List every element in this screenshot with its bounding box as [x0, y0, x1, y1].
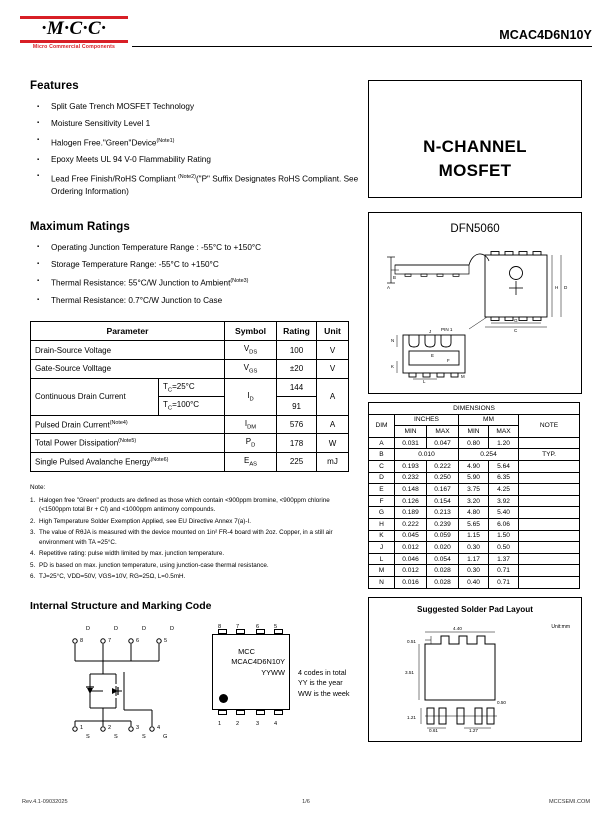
cell-mm-min: 0.30 [459, 542, 489, 554]
cell-mm-min: 4.90 [459, 460, 489, 472]
feature-text: Lead Free Finish/RoHS Compliant [51, 174, 178, 184]
cell-in-max: 0.020 [427, 542, 459, 554]
marking-line-1: MCC [238, 646, 255, 656]
col-header-mm: MM [459, 414, 519, 426]
schematic-pin-label-d7: D [114, 625, 119, 632]
cell-mm-min: 1.17 [459, 553, 489, 565]
cell-mm-max: 5.40 [489, 507, 519, 519]
internal-structure-section [30, 600, 360, 741]
marking-line-2: MCAC4D6N10Y [231, 657, 285, 667]
max-ratings-list [30, 242, 360, 308]
col-header-note: NOTE [519, 414, 580, 437]
cell-unit: V [317, 341, 349, 360]
page-title: MCAC4D6N10Y [499, 28, 592, 42]
caption-line-1: 4 codes in total [298, 667, 347, 677]
caption-line-2: YY is the year [298, 678, 343, 688]
cell-in-max: 0.239 [427, 518, 459, 530]
cell-dim: N [369, 576, 395, 588]
feature-text: Split Gate Trench MOSFET Technology [51, 102, 195, 111]
cell-mm-max: 6.06 [489, 518, 519, 530]
dim-row-a [369, 437, 580, 449]
note-item: PD is based on max. junction temperature, using junction-case thermal resistance. [39, 561, 269, 569]
max-ratings-heading: Maximum Ratings [30, 220, 130, 233]
cell-rating: 576 [277, 415, 317, 434]
table-row [31, 378, 349, 397]
pin1-dot-icon [219, 694, 228, 703]
col-header-mm-min: MIN [459, 426, 489, 438]
dim-row-j [369, 542, 580, 554]
svg-text:J: J [429, 329, 432, 334]
features-heading: Features [30, 80, 79, 92]
pad-dim-height: 3.51 [405, 669, 414, 675]
cell-dim: L [369, 553, 395, 565]
cell-rating: 225 [277, 453, 317, 472]
mosfet-schematic [58, 626, 188, 738]
solder-pad-title: Suggested Solder Pad Layout [416, 604, 533, 614]
internal-structure-diagram-wrap [30, 623, 360, 741]
package-drawing-panel [368, 212, 582, 394]
cell-parameter [31, 434, 225, 453]
cell-unit: mJ [317, 453, 349, 472]
feature-item [30, 171, 360, 199]
col-header-dim: DIM [369, 414, 395, 437]
feature-item [30, 135, 360, 150]
cell-in-min: 0.126 [395, 495, 427, 507]
cell-symbol [225, 378, 277, 415]
table-row [31, 415, 349, 434]
cell-in-min: 0.031 [395, 437, 427, 449]
schematic-pin-num-6: 6 [136, 637, 140, 644]
cond-val: =25°C [172, 381, 195, 391]
dim-row-h [369, 518, 580, 530]
max-rating-text: Thermal Resistance: 55°C/W Junction to Ambient [51, 279, 231, 289]
pad-dim-pad-height: 1.21 [407, 714, 416, 720]
feature-item [30, 154, 360, 167]
feature-text: Epoxy Meets UL 94 V-0 Flammability Rating [51, 155, 211, 165]
cell-mm-span: 0.254 [459, 449, 519, 461]
dimensions-table [368, 402, 580, 589]
schematic-pin-label-d8: D [86, 625, 91, 632]
cell-rating: 178 [277, 434, 317, 453]
ratings-table [30, 321, 349, 471]
dim-row-e [369, 484, 580, 496]
cell-in-max: 0.028 [427, 565, 459, 577]
footer-website: MCCSEMI.COM [548, 799, 590, 805]
cond-sub: C [167, 405, 173, 412]
cond-sub: C [167, 387, 173, 394]
notes-label: Note: [30, 483, 46, 491]
schematic-pin-label-s2: S [114, 733, 118, 740]
package-name: DFN5060 [450, 223, 500, 235]
cell-parameter [31, 453, 225, 472]
cell-mm-min: 4.80 [459, 507, 489, 519]
cell-parameter: Continuous Drain Current [31, 378, 159, 415]
cell-mm-min: 0.40 [459, 576, 489, 588]
cell-in-max: 0.059 [427, 530, 459, 542]
svg-text:H: H [555, 285, 559, 290]
cell-mm-max: 3.92 [489, 495, 519, 507]
note-item: The value of RθJA is measured with the device mounted on 1in² FR-4 board with 2oz. Copper, in a still air environment with TA =25°C. [39, 529, 333, 546]
svg-text:D: D [564, 285, 568, 290]
package-outline-drawing [369, 235, 580, 383]
schematic-pin-num-1: 1 [80, 724, 84, 731]
symbol-sub: D [251, 443, 256, 450]
cell-in-span: 0.010 [395, 449, 459, 461]
dim-row-c [369, 460, 580, 472]
svg-text:M: M [461, 374, 465, 379]
cell-mm-max: 5.64 [489, 460, 519, 472]
cell-symbol [225, 415, 277, 434]
cell-symbol [225, 453, 277, 472]
left-column [30, 80, 360, 741]
cell-mm-max: 6.35 [489, 472, 519, 484]
schematic-pin-label-s1: S [86, 733, 90, 740]
cell-parameter: Gate-Source Volltage [31, 360, 225, 379]
cell-note [519, 565, 580, 577]
footer-page-number: 1/6 [302, 799, 310, 805]
marking-code-caption [298, 668, 378, 700]
svg-text:F: F [447, 358, 450, 363]
pad-dim-pitch: 1.27 [469, 727, 478, 732]
svg-text:L: L [423, 379, 426, 383]
cell-symbol [225, 341, 277, 360]
cell-mm-max: 0.50 [489, 542, 519, 554]
dim-row-k [369, 530, 580, 542]
right-column [368, 80, 582, 742]
cell-unit: W [317, 434, 349, 453]
symbol-base: I [244, 418, 248, 428]
schematic-pin-num-5: 5 [164, 637, 168, 644]
cell-mm-min: 1.15 [459, 530, 489, 542]
features-list [30, 101, 360, 199]
cell-note [519, 472, 580, 484]
cell-unit: A [317, 415, 349, 434]
cond-base: T [163, 400, 168, 410]
cell-in-max: 0.213 [427, 507, 459, 519]
pad-dim-corner: 0.50 [497, 699, 506, 705]
dim-row-b [369, 449, 580, 461]
note-item: High Temperature Solder Exemption Applied, see EU Directive Annex 7(a)-I. [39, 517, 251, 525]
pin1-label-text: PIN 1 [441, 327, 453, 332]
max-rating-item [30, 275, 360, 290]
dim-row-n [369, 576, 580, 588]
svg-text:N: N [391, 338, 395, 343]
pkg-pin-num-3: 3 [256, 720, 260, 727]
dim-row-d [369, 472, 580, 484]
pkg-pin-num-8: 8 [218, 623, 222, 630]
max-rating-text: Storage Temperature Range: -55°C to +150°C [51, 259, 219, 269]
symbol-sub: GS [248, 368, 258, 375]
param-note: (Note5) [118, 438, 137, 445]
svg-text:K: K [391, 364, 394, 369]
dim-row-m [369, 565, 580, 577]
dim-row-g [369, 507, 580, 519]
logo-wordmark: ·M·C·C· [41, 18, 107, 39]
cell-dim: E [369, 484, 395, 496]
note-item: TJ=25°C, VDD=50V, VGS=10V, RG=25Ω, L=0.5mH. [39, 573, 186, 581]
table-header-row [31, 322, 349, 341]
cell-in-max: 0.167 [427, 484, 459, 496]
max-rating-item [30, 295, 360, 308]
cond-base: T [163, 381, 168, 391]
param-text: Pulsed Drain Current [35, 420, 110, 430]
cell-mm-max: 1.20 [489, 437, 519, 449]
cell-mm-max: 1.50 [489, 530, 519, 542]
pkg-lead-bottom-4 [274, 710, 283, 715]
feature-note: (Note2) [177, 173, 196, 180]
solder-pad-panel [368, 597, 582, 742]
dim-table-title-row [369, 403, 580, 415]
feature-text-after: ("P" Suffix Designates RoHS Compliant. See Ordering Information) [51, 174, 359, 197]
cell-mm-min: 5.90 [459, 472, 489, 484]
svg-text:E: E [431, 353, 434, 358]
note-item: Repetitive rating: pulse width limited by max. junction temperature. [39, 550, 225, 558]
feature-text: Halogen Free."Green"Device [51, 138, 157, 148]
feature-item [30, 101, 360, 114]
cell-note [519, 437, 580, 449]
marking-code-package [212, 634, 290, 710]
cell-note [519, 518, 580, 530]
cell-parameter [31, 415, 225, 434]
solder-pad-unit: Unit:mm [551, 623, 570, 630]
pkg-pin-num-2: 2 [236, 720, 240, 727]
schematic-pin-num-8: 8 [80, 637, 84, 644]
cond-val: =100°C [172, 400, 200, 410]
mcc-logo [20, 16, 128, 50]
dim-row-f [369, 495, 580, 507]
symbol-sub: DM [247, 424, 257, 431]
param-text: Total Power Dissipation [35, 439, 119, 449]
cell-dim: B [369, 449, 395, 461]
cell-mm-min: 3.75 [459, 484, 489, 496]
col-header-unit: Unit [317, 322, 349, 341]
cell-in-min: 0.012 [395, 565, 427, 577]
param-note: (Note4) [109, 419, 128, 426]
cell-condition [159, 397, 225, 416]
cell-dim: H [369, 518, 395, 530]
col-header-inches: INCHES [395, 414, 459, 426]
feature-text: Moisture Sensitivity Level 1 [51, 118, 151, 128]
schematic-pin-num-7: 7 [108, 637, 112, 644]
symbol-sub: DS [249, 350, 258, 357]
cell-rating: ±20 [277, 360, 317, 379]
max-rating-text: Thermal Resistance: 0.7°C/W Junction to Case [51, 295, 223, 305]
device-type-line-2: MOSFET [438, 161, 512, 180]
solder-pad-drawing [369, 614, 580, 732]
cell-note [519, 542, 580, 554]
param-note: (Note6) [150, 456, 169, 463]
page-footer [0, 799, 612, 811]
cell-dim: J [369, 542, 395, 554]
cell-symbol [225, 360, 277, 379]
header-divider [132, 46, 592, 47]
symbol-base: I [247, 390, 250, 400]
logo-bar-bottom [20, 40, 128, 43]
cell-symbol [225, 434, 277, 453]
table-row [31, 453, 349, 472]
dim-table-header-row [369, 414, 580, 426]
cell-note [519, 495, 580, 507]
feature-note: (Note1) [156, 137, 175, 144]
cell-mm-max: 0.71 [489, 565, 519, 577]
pkg-pin-num-5: 5 [274, 623, 278, 630]
param-text: Single Pulsed Avalanche Energy [35, 457, 151, 467]
cell-note [519, 553, 580, 565]
symbol-base: E [243, 456, 250, 466]
cell-in-min: 0.193 [395, 460, 427, 472]
marking-line-3: YYWW [261, 667, 285, 677]
cell-note [519, 530, 580, 542]
internal-structure-heading: Internal Structure and Marking Code [30, 599, 212, 612]
cell-rating: 100 [277, 341, 317, 360]
svg-text:A: A [387, 285, 390, 290]
cell-condition [159, 378, 225, 397]
cell-note: TYP. [519, 449, 580, 461]
cell-in-min: 0.045 [395, 530, 427, 542]
notes-list [30, 496, 356, 582]
symbol-base: V [243, 344, 250, 354]
schematic-pin-label-g4: G [163, 733, 168, 740]
caption-line-3: WW is the week [298, 688, 350, 698]
cell-parameter: Drain-Source Voltage [31, 341, 225, 360]
cell-in-min: 0.016 [395, 576, 427, 588]
pkg-lead-bottom-3 [256, 710, 265, 715]
svg-text:C: C [514, 328, 518, 333]
dimensions-title: DIMENSIONS [369, 403, 580, 415]
feature-item [30, 118, 360, 131]
cell-in-min: 0.148 [395, 484, 427, 496]
note-item: Halogen free "Green" products are defined as those which contain <900ppm bromine, <900ppm chlorine (<1500ppm total Br + Cl) and <1000ppm antimony compounds. [39, 496, 330, 514]
dim-row-l [369, 553, 580, 565]
device-type-panel [368, 80, 582, 198]
col-header-in-min: MIN [395, 426, 427, 438]
symbol-base: V [243, 363, 249, 373]
cell-dim: D [369, 472, 395, 484]
col-header-in-max: MAX [427, 426, 459, 438]
cell-unit: A [317, 378, 349, 415]
cell-note [519, 576, 580, 588]
cell-in-min: 0.222 [395, 518, 427, 530]
svg-text:B: B [393, 275, 396, 280]
cell-dim: G [369, 507, 395, 519]
notes-section [30, 484, 356, 582]
col-header-mm-max: MAX [489, 426, 519, 438]
cell-in-min: 0.012 [395, 542, 427, 554]
cell-mm-max: 4.25 [489, 484, 519, 496]
cell-mm-max: 1.37 [489, 553, 519, 565]
cell-in-max: 0.250 [427, 472, 459, 484]
cell-dim: F [369, 495, 395, 507]
pkg-pin-num-1: 1 [218, 720, 222, 727]
pkg-lead-bottom-1 [218, 710, 227, 715]
cell-note [519, 460, 580, 472]
schematic-pin-label-d5: D [170, 625, 175, 632]
cell-dim: C [369, 460, 395, 472]
pad-dim-notch: 0.51 [407, 638, 416, 644]
cell-in-max: 0.222 [427, 460, 459, 472]
table-row [31, 341, 349, 360]
table-row [31, 360, 349, 379]
max-rating-text: Operating Junction Temperature Range : -55°C to +150°C [51, 242, 262, 252]
cell-dim: M [369, 565, 395, 577]
cell-note [519, 484, 580, 496]
pkg-pin-num-7: 7 [236, 623, 240, 630]
pkg-pin-num-4: 4 [274, 720, 278, 727]
cell-mm-min: 0.30 [459, 565, 489, 577]
max-rating-note: (Note3) [230, 278, 249, 285]
col-header-symbol: Symbol [225, 322, 277, 341]
max-rating-item [30, 242, 360, 255]
schematic-pin-label-d6: D [142, 625, 147, 632]
table-row [31, 434, 349, 453]
schematic-pin-num-3: 3 [136, 724, 140, 731]
cell-rating: 91 [277, 397, 317, 416]
cell-dim: K [369, 530, 395, 542]
pad-dim-width: 4.40 [453, 625, 462, 631]
pad-dim-pad-width: 0.61 [429, 727, 438, 732]
device-type-line-1: N-CHANNEL [423, 137, 527, 156]
cell-note [519, 507, 580, 519]
symbol-sub: AS [249, 461, 258, 468]
cell-in-min: 0.046 [395, 553, 427, 565]
cell-mm-min: 3.20 [459, 495, 489, 507]
cell-rating: 144 [277, 378, 317, 397]
cell-in-max: 0.047 [427, 437, 459, 449]
cell-in-max: 0.054 [427, 553, 459, 565]
logo-tagline: Micro Commercial Components [32, 44, 116, 50]
cell-mm-min: 0.80 [459, 437, 489, 449]
cell-mm-min: 5.65 [459, 518, 489, 530]
cell-in-min: 0.232 [395, 472, 427, 484]
cell-in-min: 0.189 [395, 507, 427, 519]
cell-dim: A [369, 437, 395, 449]
svg-text:G: G [514, 318, 518, 323]
max-rating-item [30, 259, 360, 272]
col-header-rating: Rating [277, 322, 317, 341]
schematic-pin-num-4: 4 [157, 724, 161, 731]
pkg-lead-bottom-2 [236, 710, 245, 715]
cell-unit: V [317, 360, 349, 379]
schematic-pin-label-s3: S [142, 733, 146, 740]
cell-in-max: 0.154 [427, 495, 459, 507]
symbol-base: P [245, 437, 252, 447]
footer-revision: Rev.4.1-09032025 [22, 799, 68, 805]
col-header-parameter: Parameter [31, 322, 225, 341]
schematic-pin-num-2: 2 [108, 724, 112, 731]
symbol-sub: D [249, 396, 254, 403]
cell-mm-max: 0.71 [489, 576, 519, 588]
pkg-pin-num-6: 6 [256, 623, 260, 630]
cell-in-max: 0.028 [427, 576, 459, 588]
page-header [0, 0, 612, 60]
